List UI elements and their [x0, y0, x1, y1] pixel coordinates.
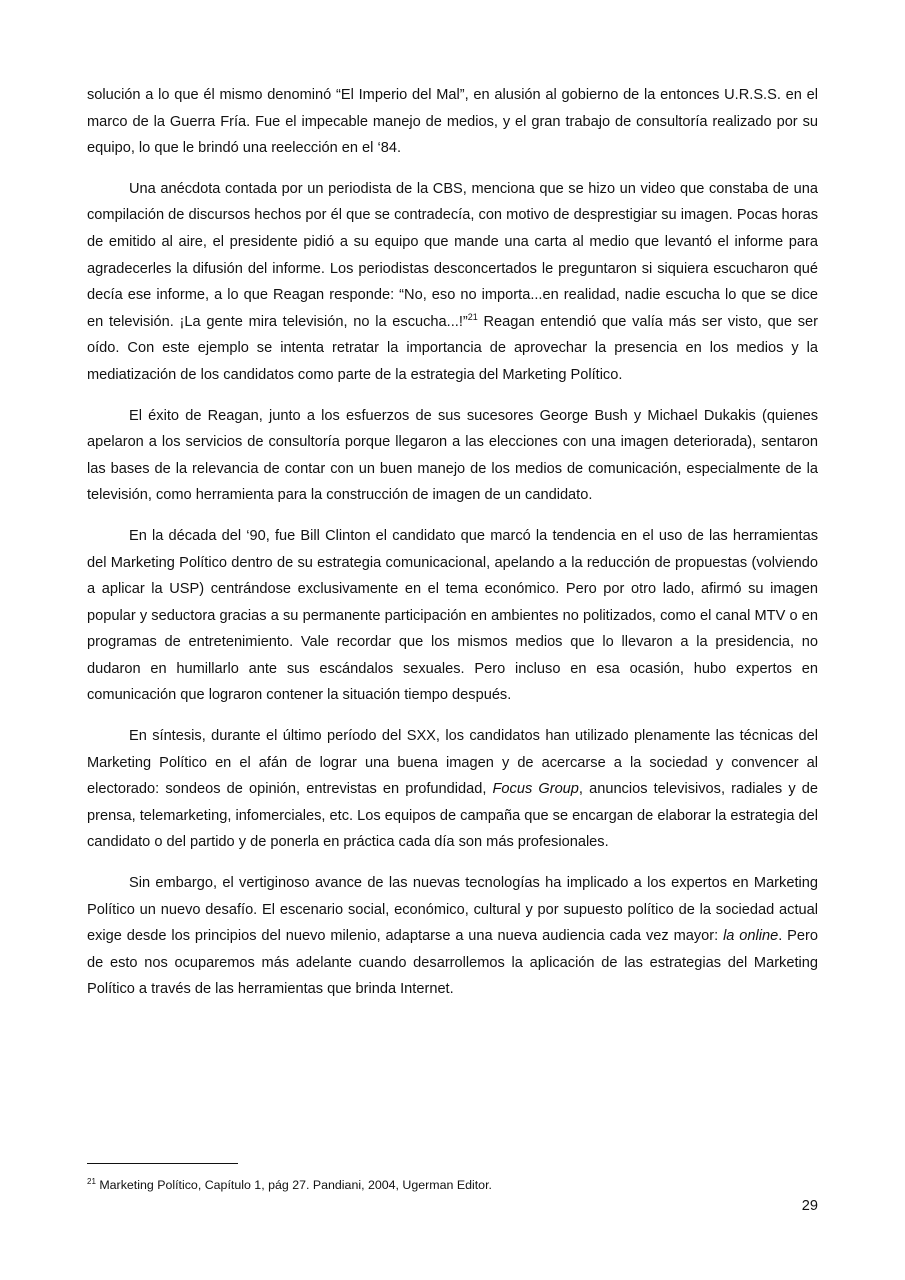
emphasis-la-online: la online [723, 928, 779, 945]
paragraph-text: Una anécdota contada por un periodista de la CBS, menciona que se hizo un video que constaba de una compilación de discursos hechos por él que se contradecía, con motivo de desprestigiar su imagen. Pocas horas de emitido al aire, el presidente pidió a su equipo que mande una carta al medio que levantó el informe para agradecerles la difusión del informe. Los periodistas desconcertados le preguntaron si siquiera escucharon qué decía ese informe, a lo que Reagan responde: “No, eso no importa...en realidad, nadie escucha lo que se dice en televisión. ¡La gente mira televisión, no la escucha...!” [87, 180, 818, 330]
body-text [87, 82, 818, 1017]
paragraph-cbs-anecdote [87, 176, 818, 389]
paragraph-reagan-success [87, 403, 818, 509]
paragraph-text: Sin embargo, el vertiginoso avance de las nuevas tecnologías ha implicado a los expertos en Marketing Político un nuevo desafío. El escenario social, económico, cultural y por supuesto político de la sociedad actual exige desde los principios del nuevo milenio, adaptarse a una nueva audiencia cada vez mayor: [87, 875, 818, 945]
paragraph-text: solución a lo que él mismo denominó “El Imperio del Mal”, en alusión al gobierno de la entonces U.R.S.S. en el marco de la Guerra Fría. Fue el impecable manejo de medios, y el gran trabajo de consultoría realizado por su equipo, lo que le brindó una reelección en el ‘84. [87, 87, 818, 157]
paragraph-text: Reagan entendió que valía más ser visto, que ser oído. Con este ejemplo se intenta retratar la importancia de aprovechar la presencia en los medios y la mediatización de los candidatos como parte de la estrategia del Marketing Político. [87, 313, 818, 383]
paragraph-text: El éxito de Reagan, junto a los esfuerzos de sus sucesores George Bush y Michael Dukakis (quienes apelaron a los servicios de consultoría porque llegaron a las elecciones con una imagen deteriorada), sentaron las bases de la relevancia de contar con un buen manejo de los medios de comunicación, especialmente de la televisión, como herramienta para la construcción de imagen de un candidato. [87, 407, 818, 504]
paragraph-synthesis [87, 723, 818, 856]
paragraph-text: En la década del ‘90, fue Bill Clinton el candidato que marcó la tendencia en el uso de las herramientas del Marketing Político dentro de su estrategia comunicacional, apelando a la reducción de propuestas (volviendo a aplicar la USP) centrándose exclusivamente en el tema económico. Pero por otro lado, afirmó su imagen popular y seductora gracias a su permanente participación en ambientes no politizados, como el canal MTV o en programas de entretenimiento. Vale recordar que los mismos medios que lo llevaron a la presidencia, no dudaron en humillarlo ante sus escándalos sexuales. Pero incluso en esa ocasión, hubo expertos en comunicación que lograron contener la situación tiempo después. [87, 527, 818, 704]
footnote-reference[interactable]: 21 [467, 311, 478, 322]
footnote-separator [87, 1163, 238, 1164]
paragraph-reagan-reelection [87, 82, 818, 162]
paragraph-new-challenge [87, 870, 818, 1003]
footnote-text: Marketing Político, Capítulo 1, pág 27. Pandiani, 2004, Ugerman Editor. [95, 1178, 492, 1192]
footnote-number: 21 [87, 1176, 96, 1186]
emphasis-focus-group: Focus Group [492, 781, 579, 798]
paragraph-text: . Pero de esto nos ocuparemos más adelante cuando desarrollemos la aplicación de las estrategias del Marketing Político a través de las herramientas que brinda Internet. [87, 928, 818, 998]
paragraph-clinton [87, 523, 818, 709]
page-number: 29 [801, 1198, 818, 1214]
paragraph-text: , anuncios televisivos, radiales y de prensa, telemarketing, infomerciales, etc. Los equipos de campaña que se encargan de elaborar la estrategia del candidato o del partido y de ponerla en práctica cada día son más profesionales. [87, 781, 818, 851]
paragraph-text: En síntesis, durante el último período del SXX, los candidatos han utilizado plenamente las técnicas del Marketing Político en el afán de lograr una buena imagen y de acercarse a la sociedad y convencer al electorado: sondeos de opinión, entrevistas en profundidad, [87, 728, 818, 798]
footnote [87, 1176, 818, 1194]
